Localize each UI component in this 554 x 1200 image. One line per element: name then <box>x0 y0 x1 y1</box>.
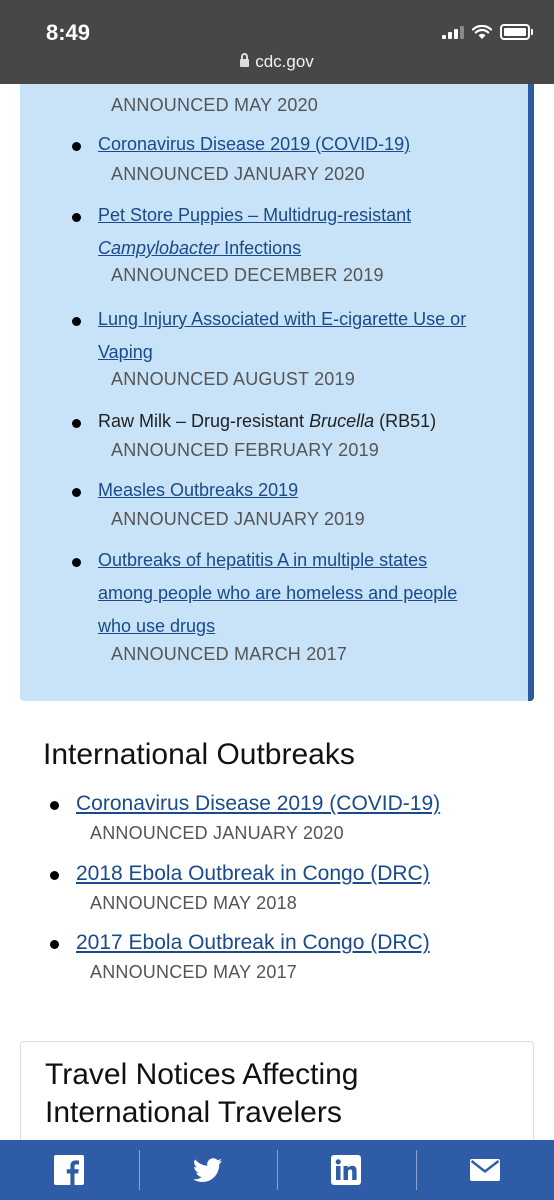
facebook-icon <box>54 1155 84 1185</box>
outbreak-link-hepatitis-a[interactable] <box>98 544 513 643</box>
linkedin-icon <box>331 1155 361 1185</box>
announced-date: ANNOUNCED DECEMBER 2019 <box>111 265 384 285</box>
outbreak-link-puppies[interactable] <box>98 199 508 265</box>
bullet-icon <box>72 419 81 428</box>
title-part: (RB51) <box>374 411 437 431</box>
share-linkedin-button[interactable] <box>277 1140 416 1200</box>
heading-line: International Travelers <box>45 1096 342 1129</box>
social-share-bar <box>0 1140 554 1200</box>
bullet-icon <box>72 558 81 567</box>
announced-date: ANNOUNCED AUGUST 2019 <box>111 369 355 389</box>
international-outbreaks-heading: International Outbreaks <box>43 738 355 771</box>
announced-date: ANNOUNCED JANUARY 2019 <box>111 509 365 529</box>
link-italic: Campylobacter <box>98 238 220 258</box>
cellular-signal-icon <box>442 25 464 39</box>
bullet-icon <box>50 871 59 880</box>
share-email-button[interactable] <box>416 1140 554 1200</box>
bullet-icon <box>72 142 81 151</box>
lock-icon <box>240 59 249 67</box>
share-twitter-button[interactable] <box>139 1140 278 1200</box>
bullet-icon <box>72 488 81 497</box>
share-facebook-button[interactable] <box>0 1140 139 1200</box>
outbreak-title-raw-milk <box>98 405 436 438</box>
announced-date: ANNOUNCED MAY 2018 <box>90 893 297 913</box>
system-icons <box>442 24 530 40</box>
link-line: Outbreaks of hepatitis A in multiple states <box>98 550 428 570</box>
bullet-icon <box>50 940 59 949</box>
link-line: Lung Injury Associated with E-cigarette Use or <box>98 309 467 329</box>
link-line: Pet Store Puppies – Multidrug-resistant <box>98 205 412 225</box>
intl-link-covid[interactable]: Coronavirus Disease 2019 (COVID-19) <box>76 792 441 815</box>
intl-link-ebola-2018[interactable]: 2018 Ebola Outbreak in Congo (DRC) <box>76 862 430 885</box>
url-text: cdc.gov <box>255 52 314 71</box>
announced-date: ANNOUNCED MAY 2017 <box>90 962 297 982</box>
heading-line: Travel Notices Affecting <box>45 1058 359 1091</box>
outbreak-link-measles[interactable]: Measles Outbreaks 2019 <box>98 480 299 500</box>
link-line: among people who are homeless and people <box>98 583 458 603</box>
bullet-icon <box>50 801 59 810</box>
twitter-icon <box>193 1158 223 1182</box>
intl-link-ebola-2017[interactable]: 2017 Ebola Outbreak in Congo (DRC) <box>76 931 430 954</box>
link-line: Infections <box>219 238 302 258</box>
link-line: who use drugs <box>98 616 216 636</box>
link-line: Vaping <box>98 342 153 362</box>
us-outbreaks-panel <box>20 50 534 701</box>
announced-date: ANNOUNCED JANUARY 2020 <box>90 823 344 843</box>
travel-notices-heading <box>45 1056 358 1132</box>
battery-icon <box>500 24 530 40</box>
announced-date: ANNOUNCED FEBRUARY 2019 <box>111 440 380 460</box>
address-bar[interactable] <box>0 52 554 72</box>
announced-date: ANNOUNCED MAY 2020 <box>111 95 318 115</box>
clock: 8:49 <box>46 20 91 45</box>
outbreak-link-vaping[interactable] <box>98 303 518 369</box>
title-part: Raw Milk – Drug-resistant <box>98 411 310 431</box>
bullet-icon <box>72 213 81 222</box>
wifi-icon <box>472 25 492 40</box>
announced-date: ANNOUNCED MARCH 2017 <box>111 644 348 664</box>
announced-date: ANNOUNCED JANUARY 2020 <box>111 164 365 184</box>
outbreak-link-covid[interactable]: Coronavirus Disease 2019 (COVID-19) <box>98 134 411 154</box>
status-bar <box>0 0 554 84</box>
email-icon <box>470 1159 500 1181</box>
title-italic: Brucella <box>309 411 375 431</box>
bullet-icon <box>72 317 81 326</box>
